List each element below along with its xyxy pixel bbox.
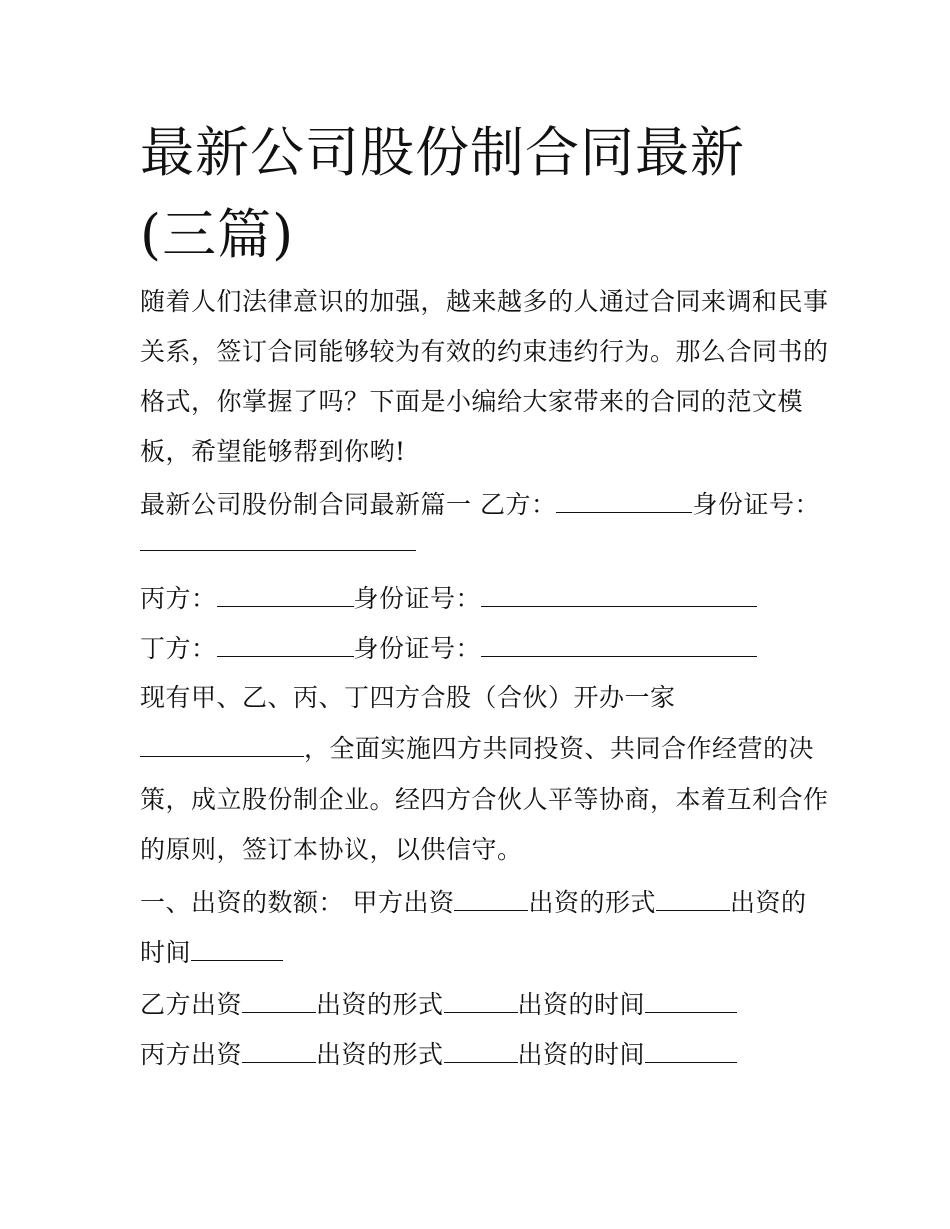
party-b-line bbox=[140, 486, 820, 523]
party-c-time-blank bbox=[645, 1036, 737, 1063]
body-line-3: 策，成立股份制企业。经四方合伙人平等协商，本着互利合作 bbox=[140, 785, 829, 814]
intro-line-1: 随着人们法律意识的加强，越来越多的人通过合同来调和民事 bbox=[140, 287, 829, 316]
party-d-id-blank bbox=[481, 630, 757, 657]
party-c-name-blank bbox=[217, 580, 354, 607]
intro-line-3: 格式，你掌握了吗？下面是小编给大家带来的合同的范文模 bbox=[140, 387, 804, 416]
intro-line-4: 板，希望能够帮到你哟! bbox=[140, 437, 406, 466]
party-c-line bbox=[140, 580, 757, 617]
party-a-form-blank bbox=[656, 884, 730, 911]
party-b-id-line bbox=[140, 524, 416, 561]
body-line-4: 的原则，签订本协议，以供信守。 bbox=[140, 835, 523, 864]
party-b-amount-blank bbox=[242, 986, 316, 1013]
party-d-id-label: 身份证号： bbox=[353, 634, 482, 663]
party-b-id-label: 身份证号： bbox=[692, 490, 820, 519]
party-b-label: 最新公司股份制合同最新篇一 乙方： bbox=[140, 490, 557, 519]
body-line-1: 现有甲、乙、丙、丁四方合股（合伙）开办一家 bbox=[140, 683, 676, 712]
party-a-time-blank bbox=[191, 934, 283, 961]
party-b-id-blank bbox=[140, 524, 416, 551]
capital-line-1: 一、出资的数额： 甲方出资 出资的形式 出资的 bbox=[140, 884, 806, 921]
party-b-name-blank bbox=[556, 486, 692, 513]
party-d-name-blank bbox=[217, 630, 354, 657]
party-b-form-blank bbox=[444, 986, 518, 1013]
capital-line-2: 时间 bbox=[140, 934, 283, 971]
document-title: 最新公司股份制合同最新(三篇) bbox=[140, 121, 745, 266]
intro-line-2: 关系，签订合同能够较为有效的约束违约行为。那么合同书的 bbox=[140, 337, 829, 366]
party-b-time-blank bbox=[645, 986, 737, 1013]
party-c-id-blank bbox=[481, 580, 757, 607]
party-b-capital-line: 乙方出资 出资的形式 出资的时间 bbox=[140, 986, 737, 1023]
party-a-amount-blank bbox=[454, 884, 528, 911]
party-c-form-blank bbox=[444, 1036, 518, 1063]
party-d-line bbox=[140, 630, 757, 667]
company-name-blank bbox=[140, 730, 304, 757]
party-c-amount-blank bbox=[242, 1036, 316, 1063]
party-c-id-label: 身份证号： bbox=[353, 584, 482, 613]
party-d-label: 丁方： bbox=[140, 634, 217, 663]
body-line-2: ，全面实施四方共同投资、共同合作经营的决 bbox=[140, 730, 814, 767]
party-c-capital-line: 丙方出资 出资的形式 出资的时间 bbox=[140, 1036, 737, 1073]
party-c-label: 丙方： bbox=[140, 584, 217, 613]
